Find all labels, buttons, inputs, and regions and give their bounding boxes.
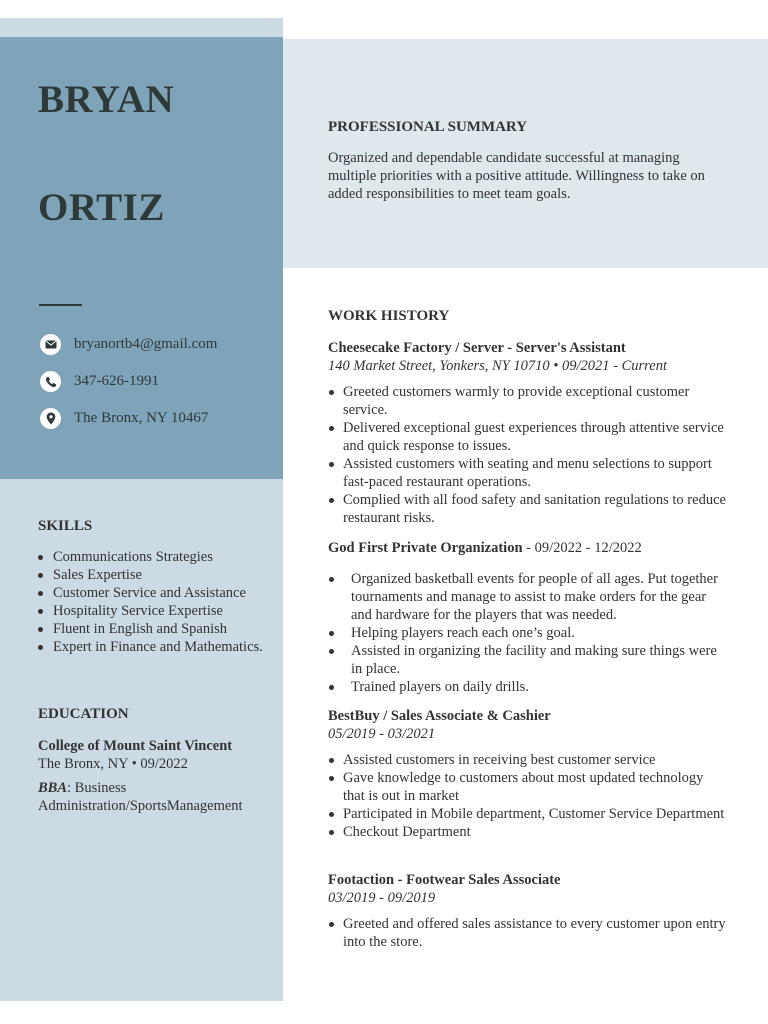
job-bullet: Greeted and offered sales assistance to every customer upon entry into the store.	[328, 915, 728, 951]
skill-item: Fluent in English and Spanish	[38, 620, 268, 638]
job-entry	[328, 871, 728, 951]
work-history-heading: WORK HISTORY	[328, 308, 450, 324]
contact-email[interactable]	[40, 334, 217, 355]
phone-text[interactable]: 347-626-1991	[74, 373, 159, 389]
job-bullets	[328, 383, 728, 527]
job-subtitle: 140 Market Street, Yonkers, NY 10710 • 09/2021 - Current	[328, 358, 667, 374]
job-subtitle: 03/2019 - 09/2019	[328, 890, 436, 906]
job-entry	[328, 539, 728, 696]
education-heading: EDUCATION	[38, 706, 129, 722]
education-location-date	[38, 755, 273, 773]
email-text[interactable]: bryanortb4@gmail.com	[74, 336, 218, 352]
contact-phone[interactable]	[40, 371, 159, 392]
first-name: BRYAN	[38, 78, 175, 121]
skill-item: Communications Strategies	[38, 548, 268, 566]
education-degree-line	[38, 779, 273, 815]
email-icon	[40, 334, 61, 355]
education-separator: •	[131, 756, 137, 772]
job-entry	[328, 339, 728, 527]
job-title: Footaction - Footwear Sales Associate	[328, 872, 561, 888]
location-pin-icon	[40, 408, 61, 429]
job-dates: - 09/2022 - 12/2022	[522, 540, 642, 556]
name-divider	[39, 304, 82, 306]
job-bullets	[328, 570, 728, 696]
skill-item: Sales Expertise	[38, 566, 268, 584]
job-bullet: Helping players reach each one’s goal.	[328, 624, 728, 642]
job-bullet: Gave knowledge to customers about most updated technology that is out in market	[328, 769, 728, 805]
skill-item: Customer Service and Assistance	[38, 584, 268, 602]
job-bullet: Delivered exceptional guest experiences through attentive service and quick response to issues.	[328, 419, 728, 455]
job-bullets	[328, 915, 728, 951]
job-bullet: Assisted customers in receiving best customer service	[328, 751, 728, 769]
job-title: Cheesecake Factory / Server - Server's Assistant	[328, 340, 626, 356]
job-bullet: Participated in Mobile department, Customer Service Department	[328, 805, 728, 823]
phone-icon	[40, 371, 61, 392]
job-bullet: Assisted customers with seating and menu selections to support fast-paced restaurant operations.	[328, 455, 728, 491]
education-date: 09/2022	[140, 756, 188, 772]
education-field: : Business Administration/SportsManagement	[38, 780, 243, 814]
summary-text: Organized and dependable candidate successful at managing multiple priorities with a positive attitude. Willingness to take on added responsibilities to meet team goals.	[328, 150, 705, 202]
job-bullet: Complied with all food safety and sanitation regulations to reduce restaurant risks.	[328, 491, 728, 527]
job-bullet: Trained players on daily drills.	[328, 678, 728, 696]
job-title-line	[328, 539, 728, 557]
skills-list	[38, 548, 268, 656]
sidebar-top-strip	[0, 18, 283, 37]
job-bullet: Assisted in organizing the facility and making sure things were in place.	[328, 642, 728, 678]
location-text: The Bronx, NY 10467	[74, 410, 209, 426]
job-bullet: Greeted customers warmly to provide exceptional customer service.	[328, 383, 728, 419]
job-entry	[328, 707, 728, 841]
education-entry	[38, 737, 273, 815]
education-location: The Bronx, NY	[38, 756, 129, 772]
last-name: ORTIZ	[38, 186, 165, 229]
skill-item: Hospitality Service Expertise	[38, 602, 268, 620]
job-bullets	[328, 751, 728, 841]
skill-item: Expert in Finance and Mathematics.	[38, 638, 268, 656]
job-title: BestBuy / Sales Associate & Cashier	[328, 708, 551, 724]
job-title: God First Private Organization	[328, 540, 523, 556]
education-school: College of Mount Saint Vincent	[38, 738, 233, 754]
skills-heading: SKILLS	[38, 518, 93, 534]
job-bullet: Checkout Department	[328, 823, 728, 841]
education-degree: BBA	[38, 780, 68, 796]
contact-location	[40, 408, 208, 429]
job-subtitle: 05/2019 - 03/2021	[328, 726, 436, 742]
job-bullet: Organized basketball events for people of all ages. Put together tournaments and manage to assist to make orders for the gear and hardware for the players that was needed.	[328, 570, 728, 624]
summary-heading: PROFESSIONAL SUMMARY	[328, 119, 528, 135]
